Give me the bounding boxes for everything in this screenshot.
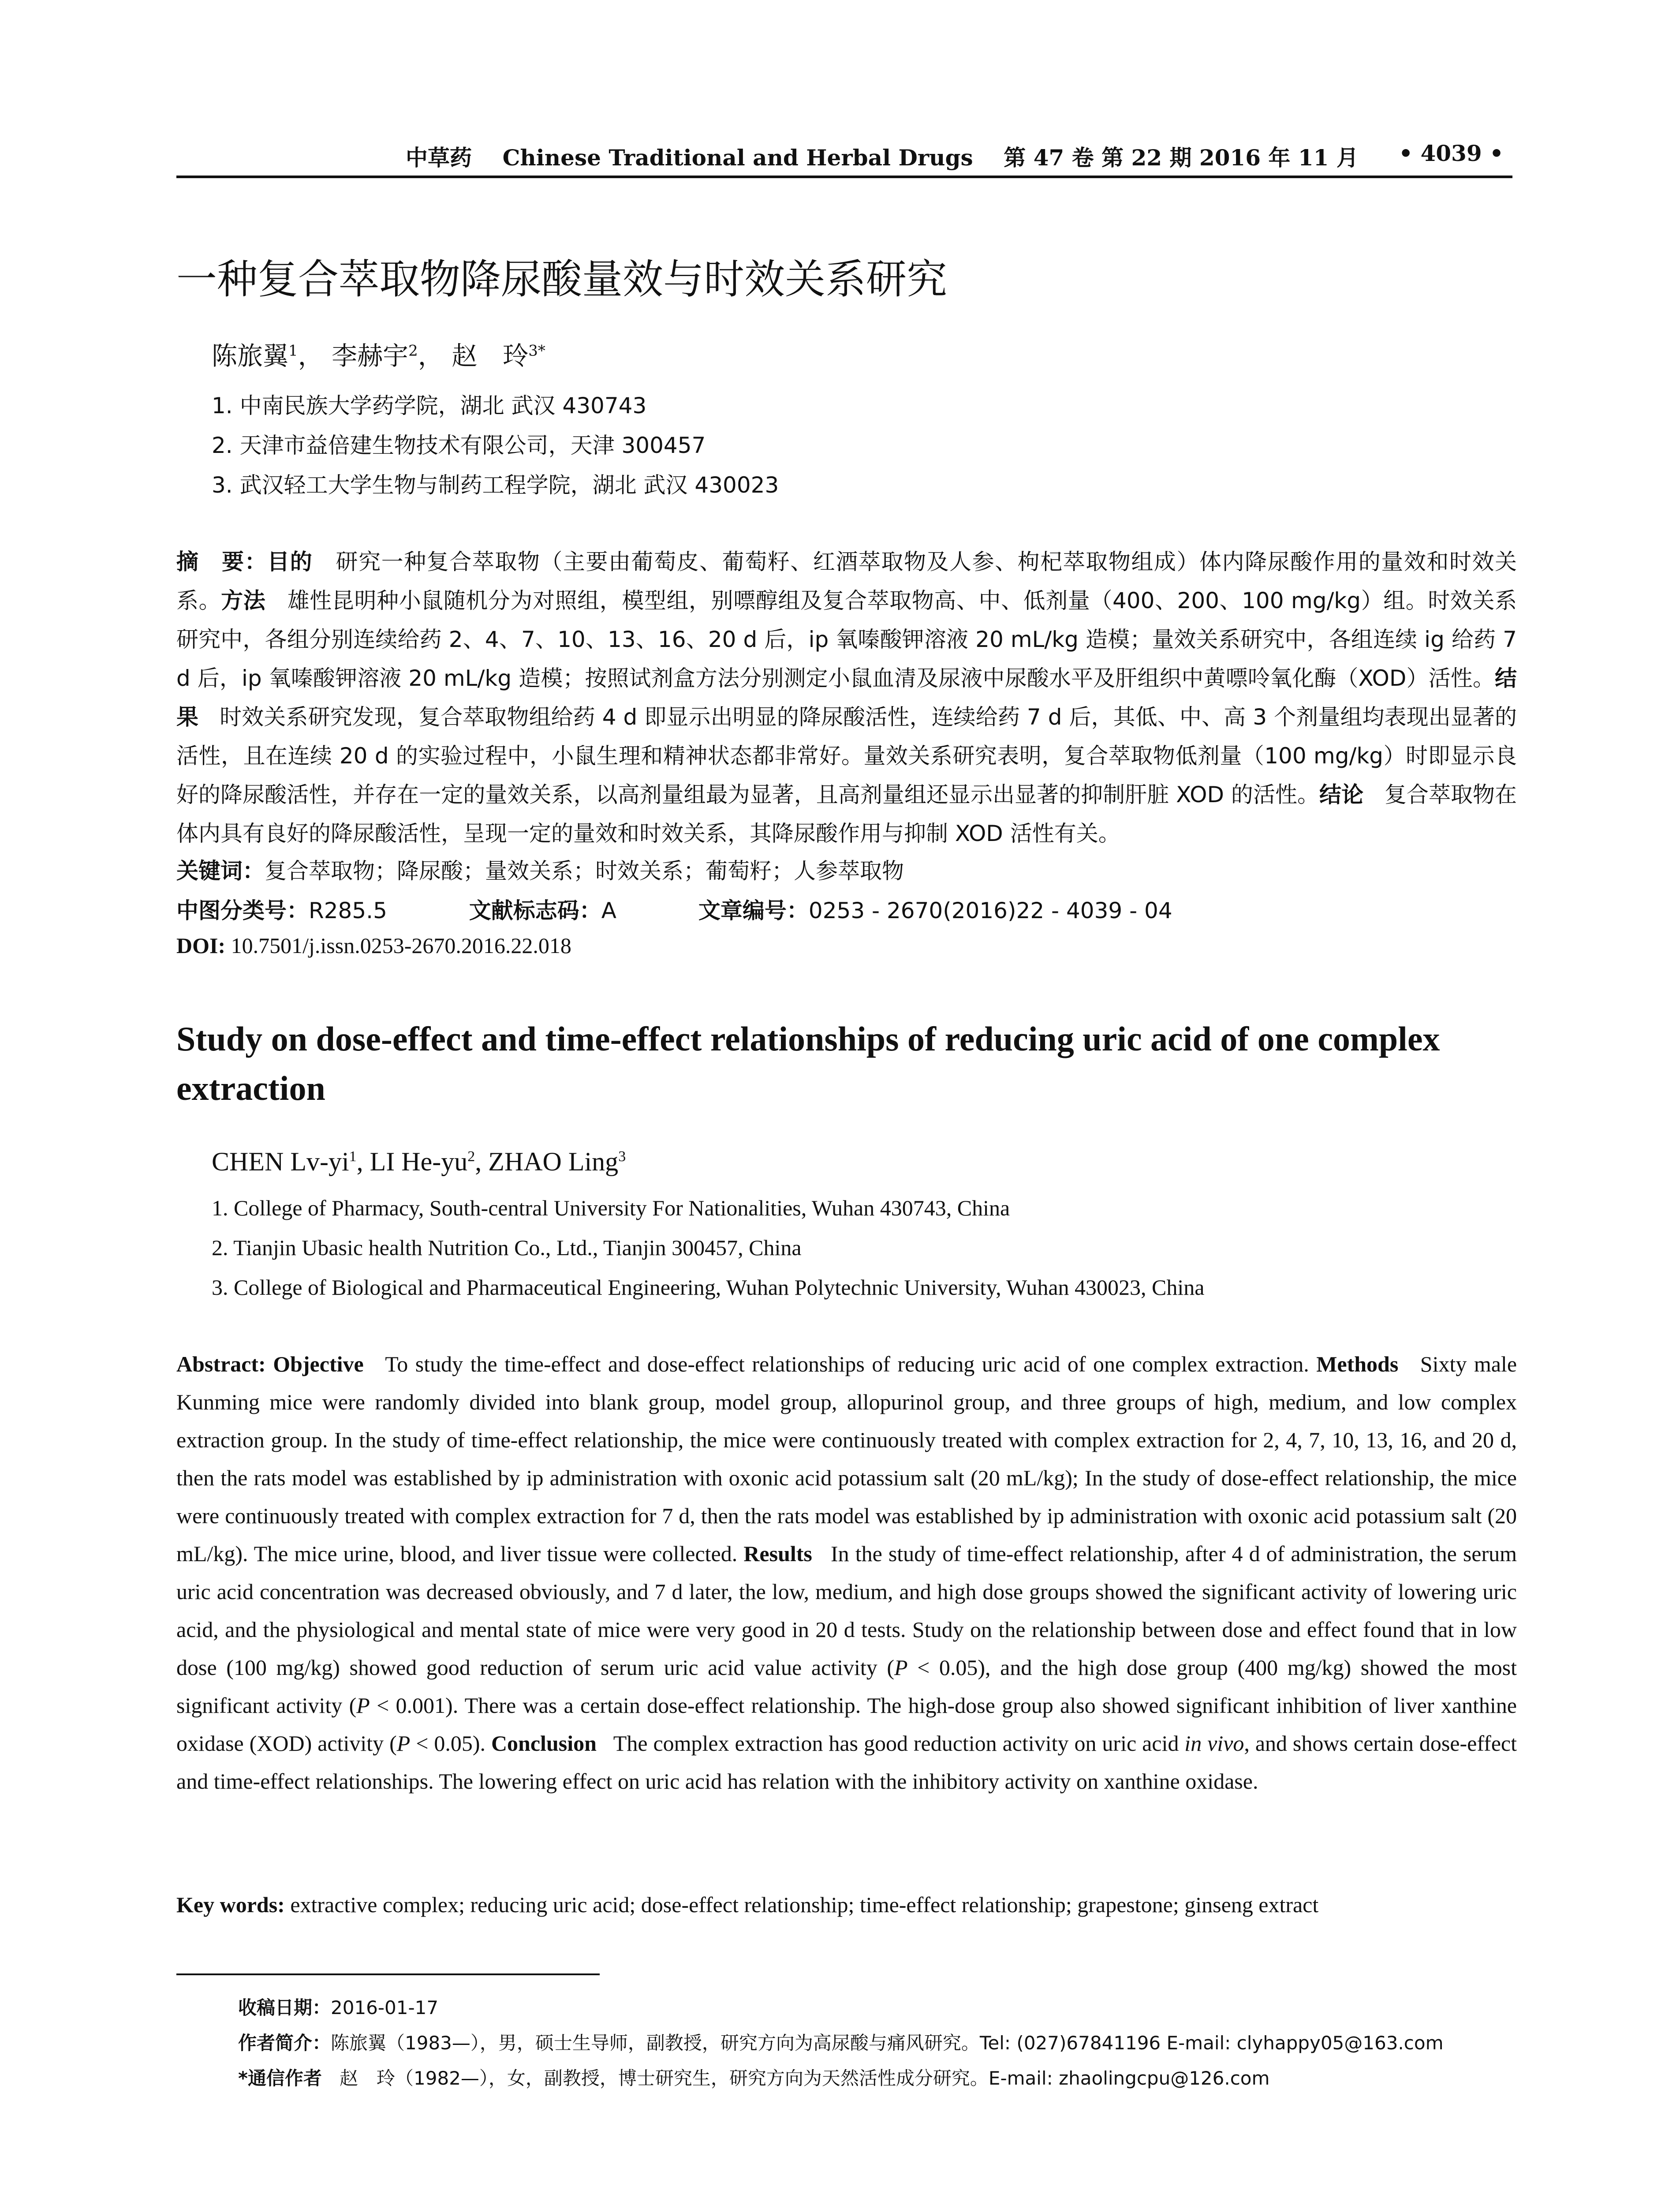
author-en-3: ZHAO Ling (488, 1147, 619, 1176)
title-cn: 一种复合萃取物降尿酸量效与时效关系研究 (176, 256, 948, 303)
conclusion-en-label: Conclusion (491, 1731, 597, 1756)
author-cn-2: 李赫宇 (332, 341, 409, 371)
objective-en: To study the time-effect and dose-effect relationships of reducing uric acid of one complex extraction. (385, 1352, 1309, 1376)
results-en-4: < 0.05). (410, 1731, 485, 1756)
doc-code-value: A (601, 898, 617, 923)
journal-name-en: Chinese Traditional and Herbal Drugs (502, 145, 973, 171)
keywords-en-label: Key words: (176, 1892, 285, 1917)
clc-label: 中图分类号： (176, 898, 309, 923)
corresponding-bio: 赵 玲（1982—），女，副教授，博士研究生，研究方向为天然活性成分研究。E-mail: zhaolingcpu@126.com (340, 2067, 1270, 2089)
article-no-value: 0253 - 2670(2016)22 - 4039 - 04 (808, 898, 1172, 923)
author-cn-3-sup: 3* (528, 342, 545, 360)
keywords-en (176, 1892, 1318, 1917)
results-cn-label: 结果 (176, 665, 1517, 730)
corresponding-label: *通信作者 (238, 2067, 322, 2089)
journal-issue: 第 47 卷 第 22 期 2016 年 11 月 (1004, 145, 1359, 171)
conclusion-en-1: The complex extraction has good reduction activity on uric acid (613, 1731, 1179, 1756)
footnote-received (238, 1993, 438, 2020)
header-rule (176, 176, 1512, 178)
affiliation-cn-3: 3. 武汉轻工大学生物与制药工程学院，湖北 武汉 430023 (212, 472, 779, 498)
doi-label: DOI: (176, 933, 226, 958)
p-symbol-2: P (356, 1693, 370, 1718)
doc-code-label: 文献标志码： (469, 898, 601, 923)
methods-cn: 雄性昆明种小鼠随机分为对照组，模型组，别嘌醇组及复合萃取物高、中、低剂量（400、200、100 mg/kg）组。时效关系研究中，各组分别连续给药 2、4、7、10、13、16、20 d 后，ip 氧嗪酸钾溶液 20 mL/kg 造模；量效关系研究中，各组连续 ig 给药 7 d 后，ip 氧嗪酸钾溶液 20 mL/kg 造模；按照试剂盒方法分别测定小鼠血清及尿液中尿酸水平及肝组织中黄嘌呤氧化酶（XOD）活性。 (176, 588, 1517, 691)
in-vivo: in vivo (1184, 1731, 1244, 1756)
objective-cn-label: 目的 (267, 549, 313, 575)
author-bio-label: 作者简介： (238, 2032, 331, 2054)
authors-en: CHEN $Lv-yi^1$, LI $He-yu^2$, ZHAO Ling$^3$ (212, 1147, 626, 1176)
methods-en-label: Methods (1316, 1352, 1399, 1376)
abstract-en-label: Abstract: (176, 1352, 266, 1376)
conclusion-cn: 复合萃取物在体内具有良好的降尿酸活性，呈现一定的量效和时效关系，其降尿酸作用与抑制 XOD 活性有关。 (176, 782, 1517, 846)
doi-value: 10.7501/j.issn.0253-2670.2016.22.018 (231, 933, 571, 958)
keywords-cn-label: 关键词： (176, 858, 265, 884)
author-en-3-sup: 3 (618, 1148, 626, 1165)
results-en-label: Results (743, 1541, 812, 1566)
clc-value: R285.5 (309, 898, 387, 923)
author-en-2: LI He-yu (370, 1147, 468, 1176)
affiliation-cn-1: 1. 中南民族大学药学院，湖北 武汉 430743 (212, 393, 647, 419)
footnote-corresponding (238, 2064, 1269, 2090)
objective-cn: 研究一种复合萃取物（主要由葡萄皮、葡萄籽、红酒萃取物及人参、枸杞萃取物组成）体内降尿酸作用的量效和时效关系。 (176, 549, 1517, 613)
header-journal (406, 140, 1359, 172)
affiliation-en-3: 3. College of Biological and Pharmaceutical Engineering, Wuhan Polytechnic University, Wuhan 430023, China (212, 1275, 1205, 1300)
classification-line (176, 893, 1172, 925)
methods-en: Sixty male Kunming mice were randomly divided into blank group, model group, allopurinol group, and three groups of high, medium, and low complex extraction group. In the study of time-effect relationship, the mice were continuously treated with complex extraction for 2, 4, 7, 10, 13, 16, and 20 d, then the rats model was established by ip administration with oxonic acid potassium salt (20 mL/kg); In the study of dose-effect relationship, the mice were continuously treated with complex extraction for 7 d, then the rats model was established by ip administration with oxonic acid potassium salt (20 mL/kg). The mice urine, blood, and liver tissue were collected. (176, 1352, 1517, 1566)
results-cn: 时效关系研究发现，复合萃取物组给药 4 d 即显示出明显的降尿酸活性，连续给药 7 d 后，其低、中、高 3 个剂量组均表现出显著的活性，且在连续 20 d 的实验过程中，小鼠生理和精神状态都非常好。量效关系研究表明，复合萃取物低剂量（100 mg/kg）时即显示良好的降尿酸活性，并存在一定的量效关系，以高剂量组最为显著，且高剂量组还显示出显著的抑制肝脏 XOD 的活性。 (176, 704, 1517, 807)
page-number: • 4039 • (1399, 140, 1504, 166)
running-header (176, 132, 1512, 176)
footnote-author (238, 2029, 1443, 2055)
article-no-label: 文章编号： (698, 898, 809, 923)
affiliation-en-1: 1. College of Pharmacy, South-central University For Nationalities, Wuhan 430743, China (212, 1196, 1010, 1220)
results-en-2: < 0.05), and the high dose group (400 mg/kg) showed the most significant activity ( (176, 1655, 1517, 1718)
results-en-3: < 0.001). There was a certain dose-effect relationship. The high-dose group also showed significant inhibition of liver xanthine oxidase (XOD) activity ( (176, 1693, 1517, 1756)
author-cn-2-sup: 2 (408, 342, 418, 360)
keywords-cn (176, 853, 904, 885)
conclusion-cn-label: 结论 (1319, 782, 1364, 807)
methods-cn-label: 方法 (221, 588, 266, 613)
author-cn-1: 陈旅翼 (212, 341, 289, 371)
author-en-1: CHEN Lv-yi (212, 1147, 349, 1176)
results-en-1: In the study of time-effect relationship, after 4 d of administration, the serum uric acid concentration was decreased obviously, and 7 d later, the low, medium, and high dose groups showed the significant activity of lowering uric acid, and the physiological and mental state of mice were very good in 20 d tests. Study on the relationship between dose and effect found that in low dose (100 mg/kg) showed good reduction of serum uric acid value activity ( (176, 1541, 1517, 1680)
affiliation-cn-2: 2. 天津市益倍建生物技术有限公司，天津 300457 (212, 433, 706, 458)
author-bio: 陈旅翼（1983—），男，硕士生导师，副教授，研究方向为高尿酸与痛风研究。Tel: (027)67841196 E-mail: clyhappy05@163.com (331, 2032, 1444, 2054)
abstract-en (176, 1345, 1517, 1800)
objective-en-label: Objective (273, 1352, 364, 1376)
doi-line (176, 933, 571, 958)
author-en-1-sup: 1 (349, 1148, 357, 1165)
author-cn-1-sup: 1 (288, 342, 298, 360)
author-cn-3: 赵 玲 (452, 341, 529, 371)
author-en-2-sup: 2 (467, 1148, 475, 1165)
keywords-en-text: extractive complex; reducing uric acid; dose-effect relationship; time-effect relationship; grapestone; ginseng extract (290, 1892, 1319, 1917)
authors-cn: 陈旅翼$^1$， 李赫宇$^2$， 赵 玲$^{3*}$ (212, 341, 545, 371)
title-en: Study on dose-effect and time-effect relationships of reducing uric acid of one complex extraction (176, 1020, 1440, 1107)
footnote-rule (176, 1973, 600, 1975)
p-symbol-3: P (396, 1731, 411, 1756)
abstract-cn (176, 542, 1517, 853)
conclusion-en-2: , and shows certain dose-effect and time-effect relationships. The lowering effect on uric acid has relation with the inhibitory activity on xanthine oxidase. (176, 1731, 1517, 1794)
received-label: 收稿日期： (238, 1997, 331, 2018)
affiliation-en-2: 2. Tianjin Ubasic health Nutrition Co., Ltd., Tianjin 300457, China (212, 1235, 802, 1260)
received-date: 2016-01-17 (331, 1997, 439, 2018)
p-symbol-1: P (894, 1655, 908, 1680)
abstract-cn-label: 摘 要： (176, 549, 268, 575)
keywords-cn-text: 复合萃取物；降尿酸；量效关系；时效关系；葡萄籽；人参萃取物 (265, 858, 904, 884)
journal-name-cn: 中草药 (406, 145, 472, 171)
